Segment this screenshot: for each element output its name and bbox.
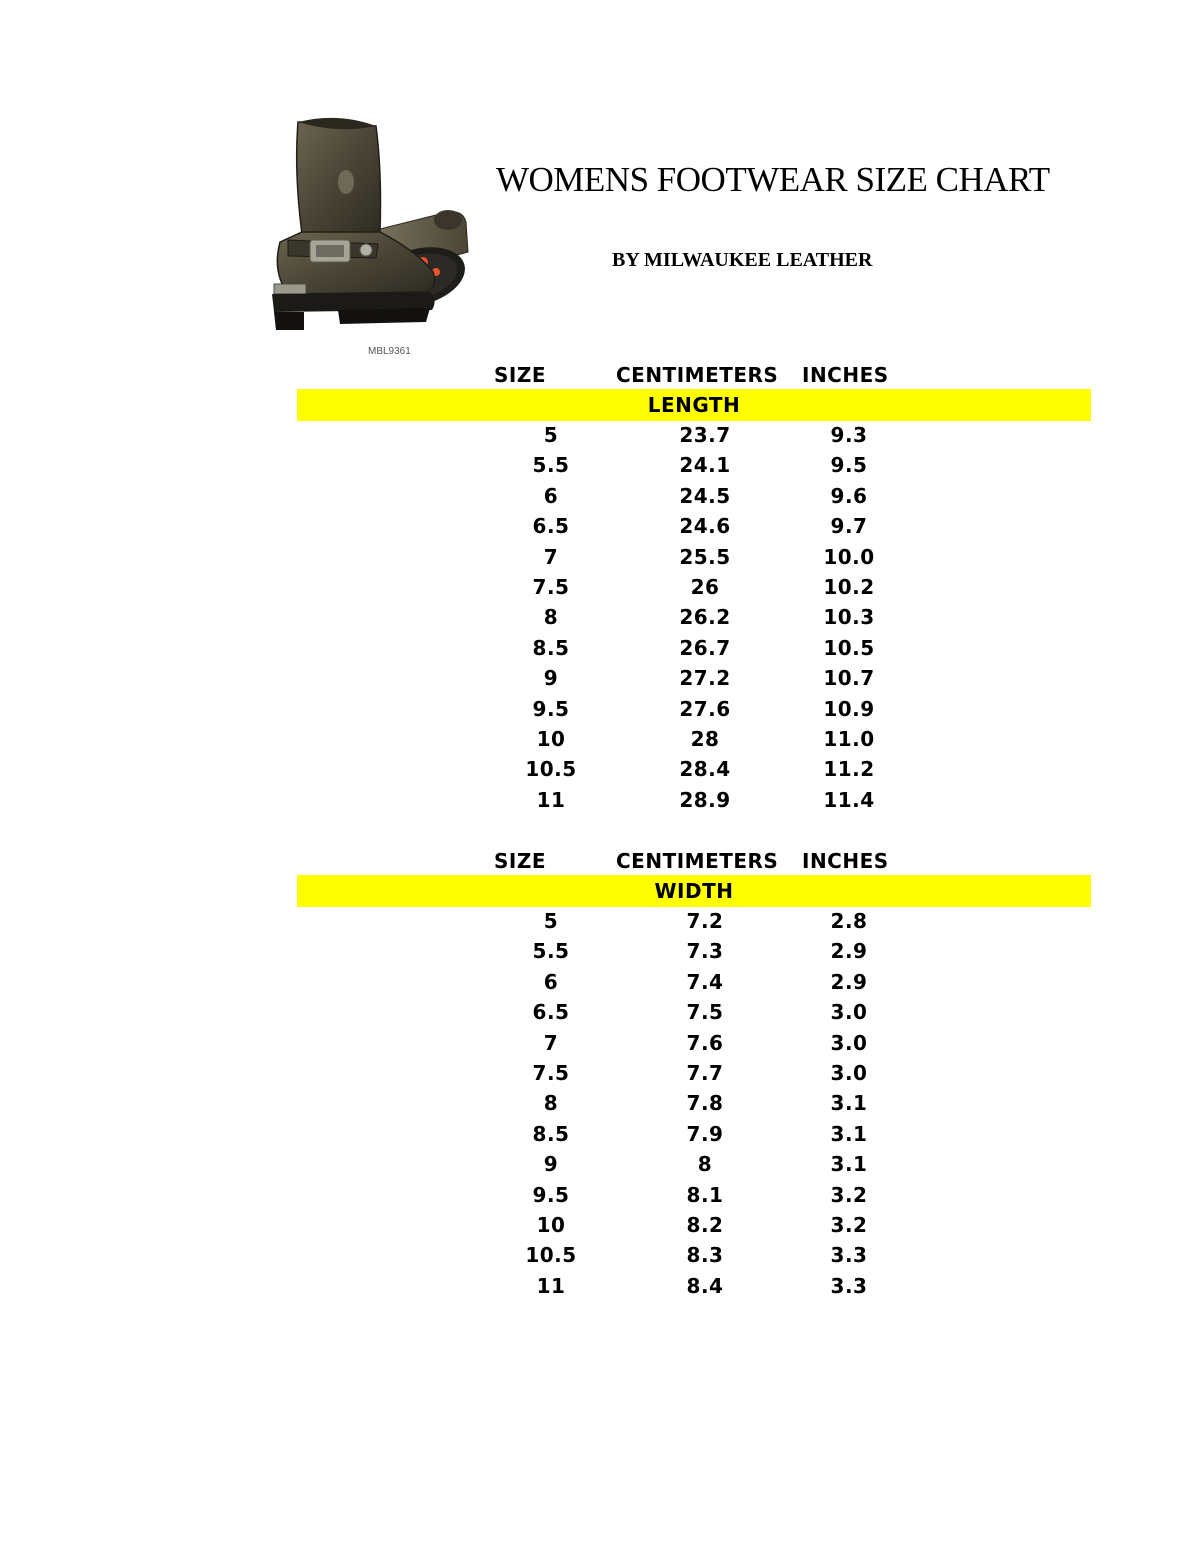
size-cell: 9 <box>543 1152 559 1177</box>
centimeters-cell: 24.5 <box>679 483 731 508</box>
centimeters-cell: 7.5 <box>686 1000 724 1025</box>
centimeters-cell: 28 <box>690 726 720 751</box>
size-cell: 6.5 <box>532 1000 570 1025</box>
table-row <box>297 755 1091 785</box>
table-row <box>297 968 1091 998</box>
centimeters-cell: 28.4 <box>679 757 731 782</box>
size-cell: 10 <box>536 1212 566 1237</box>
inches-cell: 3.1 <box>830 1152 868 1177</box>
boot-product-image <box>258 112 470 344</box>
table-body <box>297 421 1091 816</box>
table-row <box>297 1272 1091 1302</box>
size-cell: 5.5 <box>532 939 570 964</box>
column-header-inches: INCHES <box>802 849 889 873</box>
centimeters-cell: 26 <box>690 574 720 599</box>
section-band-width: WIDTH <box>297 875 1091 907</box>
page-subtitle: BY MILWAUKEE LEATHER <box>612 249 873 271</box>
size-cell: 5.5 <box>532 453 570 478</box>
centimeters-cell: 7.9 <box>686 1121 724 1146</box>
inches-cell: 3.1 <box>830 1091 868 1116</box>
size-cell: 10.5 <box>525 757 577 782</box>
centimeters-cell: 26.7 <box>679 635 731 660</box>
inches-cell: 3.2 <box>830 1212 868 1237</box>
inches-cell: 9.5 <box>830 453 868 478</box>
size-cell: 10.5 <box>525 1243 577 1268</box>
inches-cell: 9.3 <box>830 423 868 447</box>
size-cell: 7.5 <box>532 1060 570 1085</box>
inches-cell: 2.9 <box>830 969 868 994</box>
table-row <box>297 1181 1091 1211</box>
inches-cell: 10.0 <box>823 544 875 569</box>
table-row <box>297 937 1091 967</box>
width-size-table <box>297 845 1091 1302</box>
inches-cell: 3.0 <box>830 1060 868 1085</box>
table-body <box>297 907 1091 1302</box>
size-cell: 6.5 <box>532 514 570 539</box>
length-size-table <box>297 359 1091 816</box>
inches-cell: 9.6 <box>830 483 868 508</box>
centimeters-cell: 25.5 <box>679 544 731 569</box>
size-cell: 8 <box>543 1091 559 1116</box>
table-row <box>297 1241 1091 1271</box>
centimeters-cell: 8.3 <box>686 1243 724 1268</box>
table-row <box>297 664 1091 694</box>
table-row <box>297 543 1091 573</box>
centimeters-cell: 24.1 <box>679 453 731 478</box>
centimeters-cell: 8.1 <box>686 1182 724 1207</box>
table-row <box>297 1059 1091 1089</box>
size-cell: 10 <box>536 726 566 751</box>
inches-cell: 3.2 <box>830 1182 868 1207</box>
size-cell: 11 <box>536 787 566 812</box>
inches-cell: 3.0 <box>830 1030 868 1055</box>
table-row <box>297 907 1091 937</box>
product-code-label: MBL9361 <box>368 346 411 357</box>
centimeters-cell: 23.7 <box>679 423 731 447</box>
table-row <box>297 1211 1091 1241</box>
column-header-inches: INCHES <box>802 363 889 387</box>
inches-cell: 10.3 <box>823 605 875 630</box>
table-row <box>297 603 1091 633</box>
table-row <box>297 725 1091 755</box>
size-cell: 5 <box>543 423 559 447</box>
column-header-centimeters: CENTIMETERS <box>616 363 779 387</box>
table-row <box>297 634 1091 664</box>
inches-cell: 10.7 <box>823 666 875 691</box>
table-header <box>297 359 1091 389</box>
table-row <box>297 786 1091 816</box>
centimeters-cell: 27.2 <box>679 666 731 691</box>
table-row <box>297 1029 1091 1059</box>
table-row <box>297 1120 1091 1150</box>
centimeters-cell: 26.2 <box>679 605 731 630</box>
table-row <box>297 482 1091 512</box>
centimeters-cell: 8.2 <box>686 1212 724 1237</box>
size-cell: 5 <box>543 909 559 933</box>
size-cell: 6 <box>543 483 559 508</box>
centimeters-cell: 7.4 <box>686 969 724 994</box>
centimeters-cell: 27.6 <box>679 696 731 721</box>
table-row <box>297 573 1091 603</box>
centimeters-cell: 24.6 <box>679 514 731 539</box>
table-row <box>297 421 1091 451</box>
size-cell: 9.5 <box>532 696 570 721</box>
table-row <box>297 512 1091 542</box>
inches-cell: 3.3 <box>830 1273 868 1298</box>
inches-cell: 11.0 <box>823 726 875 751</box>
centimeters-cell: 7.7 <box>686 1060 724 1085</box>
size-cell: 7 <box>543 1030 559 1055</box>
inches-cell: 10.5 <box>823 635 875 660</box>
inches-cell: 10.2 <box>823 574 875 599</box>
column-header-size: SIZE <box>494 363 547 387</box>
table-row <box>297 1089 1091 1119</box>
table-header <box>297 845 1091 875</box>
size-cell: 7.5 <box>532 574 570 599</box>
inches-cell: 10.9 <box>823 696 875 721</box>
inches-cell: 9.7 <box>830 514 868 539</box>
size-cell: 6 <box>543 969 559 994</box>
table-row <box>297 695 1091 725</box>
page-title: WOMENS FOOTWEAR SIZE CHART <box>496 160 1050 199</box>
size-cell: 8 <box>543 605 559 630</box>
inches-cell: 11.2 <box>823 757 875 782</box>
centimeters-cell: 28.9 <box>679 787 731 812</box>
inches-cell: 2.8 <box>830 909 868 933</box>
size-cell: 7 <box>543 544 559 569</box>
size-cell: 9 <box>543 666 559 691</box>
table-row <box>297 451 1091 481</box>
inches-cell: 3.3 <box>830 1243 868 1268</box>
centimeters-cell: 7.6 <box>686 1030 724 1055</box>
centimeters-cell: 7.2 <box>686 909 724 933</box>
inches-cell: 3.0 <box>830 1000 868 1025</box>
centimeters-cell: 7.8 <box>686 1091 724 1116</box>
centimeters-cell: 7.3 <box>686 939 724 964</box>
column-header-size: SIZE <box>494 849 547 873</box>
table-row <box>297 1150 1091 1180</box>
table-row <box>297 998 1091 1028</box>
inches-cell: 11.4 <box>823 787 875 812</box>
column-header-centimeters: CENTIMETERS <box>616 849 779 873</box>
size-cell: 9.5 <box>532 1182 570 1207</box>
size-cell: 11 <box>536 1273 566 1298</box>
inches-cell: 2.9 <box>830 939 868 964</box>
centimeters-cell: 8.4 <box>686 1273 724 1298</box>
centimeters-cell: 8 <box>697 1152 713 1177</box>
size-cell: 8.5 <box>532 1121 570 1146</box>
inches-cell: 3.1 <box>830 1121 868 1146</box>
section-band-length: LENGTH <box>297 389 1091 421</box>
size-cell: 8.5 <box>532 635 570 660</box>
